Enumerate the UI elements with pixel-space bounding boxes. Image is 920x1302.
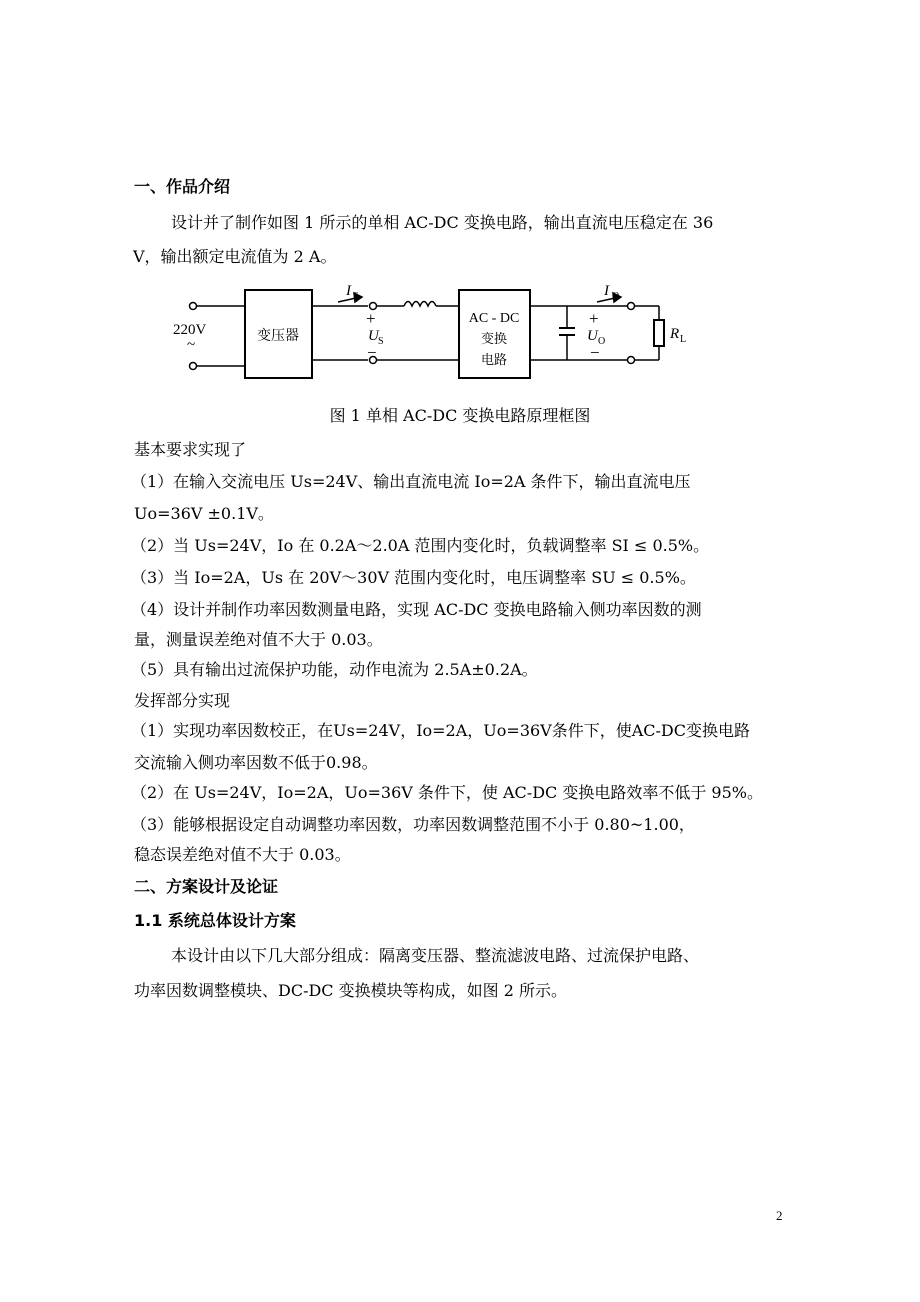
converter-label-3: 电路 xyxy=(480,352,508,367)
extended-item-3b: 稳态误差绝对值不大于 0.03。 xyxy=(134,845,351,864)
basic-item-4a: （4）设计并制作功率因数测量电路，实现 AC-DC 变换电路输入侧功率因数的测 xyxy=(131,600,702,619)
us-plus: + xyxy=(366,309,376,328)
uo-minus: − xyxy=(590,343,600,362)
output-terminal-bottom xyxy=(628,357,635,364)
extended-item-3a: （3）能够根据设定自动调整功率因数，功率因数调整范围不小于 0.80~1.00， xyxy=(131,815,695,834)
section2-heading: 二、方案设计及论证 xyxy=(134,877,279,896)
basic-item-1b: Uo=36V ±0.1V。 xyxy=(134,504,274,523)
rl-label: R xyxy=(670,326,680,342)
is-label: I xyxy=(346,283,351,299)
input-voltage-label: 220V xyxy=(173,322,207,338)
load-resistor xyxy=(654,320,664,346)
is-subscript: S xyxy=(353,291,359,302)
us-minus: − xyxy=(367,343,377,362)
io-subscript: O xyxy=(612,291,620,302)
input-terminal-bottom xyxy=(190,363,197,370)
rl-subscript: L xyxy=(680,334,687,345)
output-terminal-top xyxy=(628,303,635,310)
us-label: U xyxy=(368,328,379,344)
extended-item-1b: 交流输入侧功率因数不低于0.98。 xyxy=(134,753,378,772)
section2-subheading: 1.1 系统总体设计方案 xyxy=(134,911,296,930)
extended-heading: 发挥部分实现 xyxy=(134,691,231,710)
basic-item-2: （2）当 Us=24V，Io 在 0.2A～2.0A 范围内变化时，负载调整率 SI ≤ 0.5%。 xyxy=(131,536,710,555)
figure1-circuit-diagram xyxy=(0,0,920,400)
section2-para-line-2: 功率因数调整模块、DC-DC 变换模块等构成，如图 2 所示。 xyxy=(134,981,567,1000)
basic-item-1a: （1）在输入交流电压 Us=24V、输出直流电流 Io=2A 条件下，输出直流电压 xyxy=(131,472,691,491)
uo-plus: + xyxy=(589,309,599,328)
figure1-caption: 图 1 单相 AC-DC 变换电路原理框图 xyxy=(329,406,591,425)
basic-item-3: （3）当 Io=2A，Us 在 20V～30V 范围内变化时，电压调整率 SU ≤ 0.5%。 xyxy=(131,568,696,587)
section1-heading: 一、作品介绍 xyxy=(134,177,231,196)
basic-item-5: （5）具有输出过流保护功能，动作电流为 2.5A±0.2A。 xyxy=(131,660,538,679)
uo-label: U xyxy=(587,328,598,344)
section2-para-line-1: 本设计由以下几大部分组成：隔离变压器、整流滤波电路、过流保护电路、 xyxy=(171,946,700,965)
page-number: 2 xyxy=(776,1208,783,1223)
converter-label-2: 变换 xyxy=(480,331,508,346)
extended-item-1a: （1）实现功率因数校正，在Us=24V，Io=2A，Uo=36V条件下，使AC-DC变换电路 xyxy=(131,721,751,740)
converter-label-1: AC - DC xyxy=(468,311,520,326)
intro-line-2: V，输出额定电流值为 2 A。 xyxy=(133,247,337,266)
uo-subscript: O xyxy=(598,336,606,347)
io-label: I xyxy=(604,283,609,299)
input-terminal-top xyxy=(190,303,197,310)
basic-heading: 基本要求实现了 xyxy=(134,440,247,459)
ac-symbol: ~ xyxy=(187,337,196,353)
intro-line-1: 设计并了制作如图 1 所示的单相 AC-DC 变换电路，输出直流电压稳定在 36 xyxy=(171,213,714,232)
extended-item-2: （2）在 Us=24V，Io=2A，Uo=36V 条件下，使 AC-DC 变换电路效率不低于 95%。 xyxy=(131,783,763,802)
us-subscript: S xyxy=(378,336,384,347)
inductor-coil xyxy=(404,302,436,307)
transformer-label: 变压器 xyxy=(257,329,299,344)
basic-item-4b: 量，测量误差绝对值不大于 0.03。 xyxy=(134,630,383,649)
